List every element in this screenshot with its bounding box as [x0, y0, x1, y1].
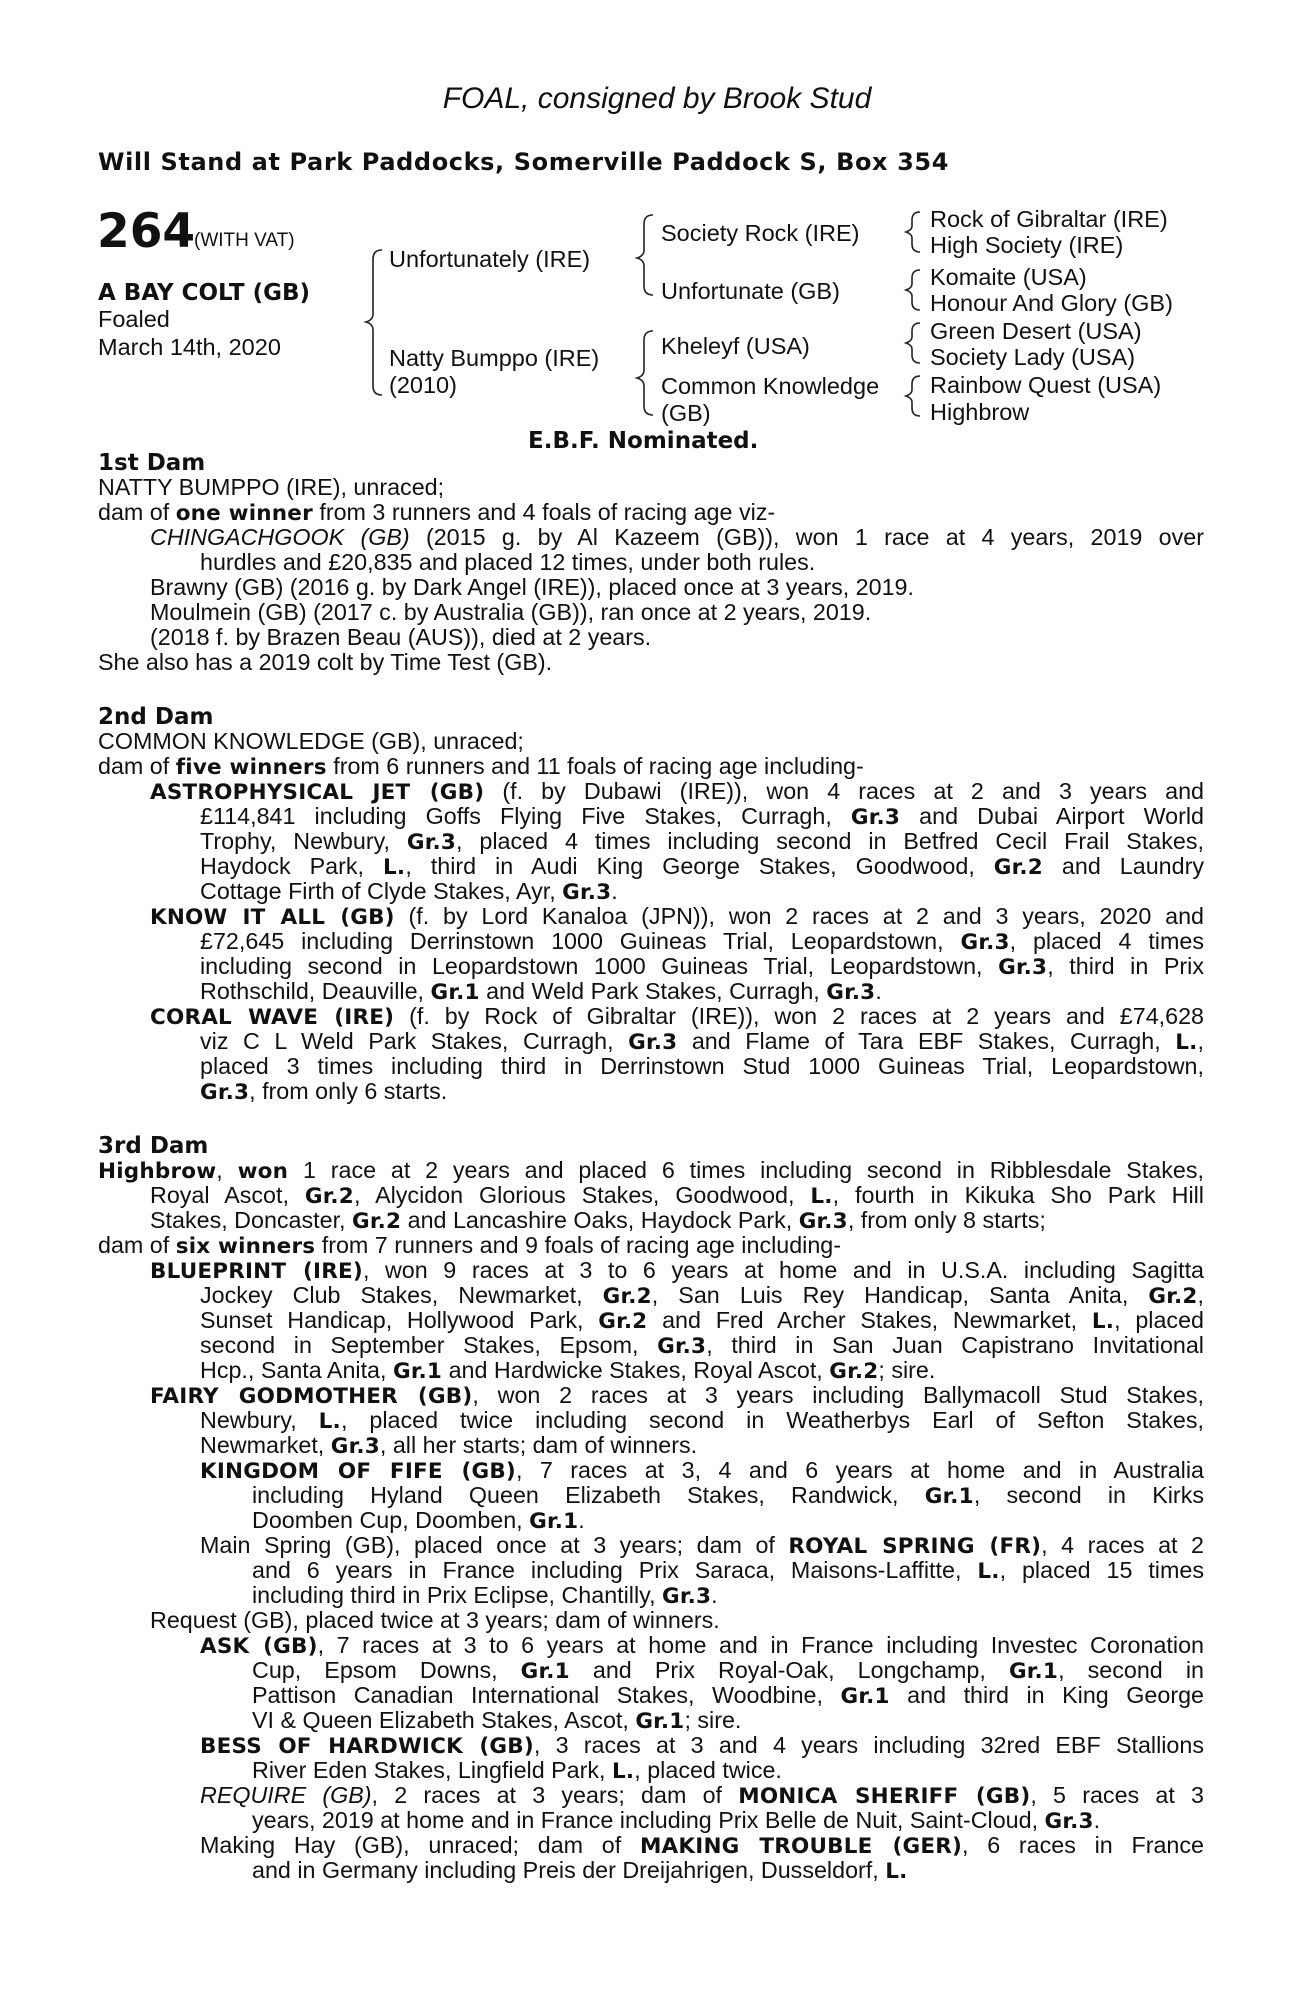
consignor-heading: FOAL, consigned by Brook Stud	[442, 82, 872, 115]
pedigree-dam-dam: Common Knowledge	[661, 373, 880, 399]
astrophysical-jet-line-1: ASTROPHYSICAL JET (GB) (f. by Dubawi (IRE)), won 4 races at 2 and 3 years and	[150, 778, 1204, 805]
blueprint-line-3: Sunset Handicap, Hollywood Park, Gr.2 and Fred Archer Stakes, Newmarket, L., placed	[200, 1307, 1204, 1334]
lot-description: A BAY COLT (GB)	[98, 280, 311, 306]
lot-number: 264	[97, 204, 196, 259]
third-dam-summary: dam of six winners from 7 runners and 9 foals of racing age including-	[98, 1232, 842, 1259]
pedigree-dam-year: (2010)	[389, 372, 457, 398]
first-dam-note: She also has a 2019 colt by Time Test (GB).	[98, 649, 553, 675]
second-dam-name: COMMON KNOWLEDGE (GB), unraced;	[98, 728, 524, 754]
kingdom-of-fife-line-2: including Hyland Queen Elizabeth Stakes, Randwick, Gr.1, second in Kirks	[252, 1482, 1204, 1509]
pedigree-dss: Green Desert (USA)	[930, 318, 1142, 344]
third-dam-line-2: Royal Ascot, Gr.2, Alycidon Glorious Stakes, Goodwood, L., fourth in Kikuka Sho Park Hill	[150, 1182, 1204, 1209]
main-spring-line-1: Main Spring (GB), placed once at 3 years; dam of ROYAL SPRING (FR), 4 races at 2	[200, 1532, 1204, 1559]
pedigree-ssd: High Society (IRE)	[930, 232, 1124, 258]
blueprint-line-1: BLUEPRINT (IRE), won 9 races at 3 to 6 years at home and in U.S.A. including Sagitta	[150, 1257, 1205, 1284]
kingdom-of-fife-line-1: KINGDOM OF FIFE (GB), 7 races at 3, 4 and 6 years at home and in Australia	[200, 1457, 1204, 1484]
fairy-godmother-line-1: FAIRY GODMOTHER (GB), won 2 races at 3 years including Ballymacoll Stud Stakes,	[150, 1382, 1204, 1409]
third-dam-heading: 3rd Dam	[98, 1133, 209, 1159]
fairy-godmother-line-2: Newbury, L., placed twice including second in Weatherbys Earl of Sefton Stakes,	[200, 1407, 1204, 1434]
pedigree-sdd: Honour And Glory (GB)	[930, 290, 1173, 316]
first-dam-foal-4: (2018 f. by Brazen Beau (AUS)), died at 2 years.	[150, 624, 652, 650]
first-dam-name: NATTY BUMPPO (IRE), unraced;	[98, 474, 445, 500]
know-it-all-line-4: Rothschild, Deauville, Gr.1 and Weld Park Stakes, Curragh, Gr.3.	[200, 978, 882, 1005]
vat-note: (WITH VAT)	[194, 230, 295, 251]
pedigree-dsd: Society Lady (USA)	[930, 344, 1136, 370]
pedigree-sire: Unfortunately (IRE)	[389, 246, 591, 272]
kingdom-of-fife-line-3: Doomben Cup, Doomben, Gr.1.	[252, 1507, 585, 1534]
first-dam-summary: dam of one winner from 3 runners and 4 foals of racing age viz-	[98, 499, 776, 526]
fairy-godmother-line-3: Newmarket, Gr.3, all her starts; dam of winners.	[200, 1432, 698, 1459]
bess-of-hardwick-line-1: BESS OF HARDWICK (GB), 3 races at 3 and 4 years including 32red EBF Stallions	[200, 1732, 1204, 1759]
first-dam-foal-1-cont: hurdles and £20,835 and placed 12 times, under both rules.	[200, 549, 816, 575]
coral-wave-line-2: viz C L Weld Park Stakes, Curragh, Gr.3 and Flame of Tara EBF Stakes, Curragh, L.,	[200, 1028, 1204, 1055]
blueprint-line-2: Jockey Club Stakes, Newmarket, Gr.2, San Luis Rey Handicap, Santa Anita, Gr.2,	[200, 1282, 1204, 1309]
blueprint-line-5: Hcp., Santa Anita, Gr.1 and Hardwicke Stakes, Royal Ascot, Gr.2; sire.	[200, 1357, 936, 1384]
know-it-all-line-1: KNOW IT ALL (GB) (f. by Lord Kanaloa (JPN)), won 2 races at 2 and 3 years, 2020 and	[150, 903, 1204, 930]
pedigree-dam-dam-suffix: (GB)	[661, 400, 711, 426]
pedigree-dds: Rainbow Quest (USA)	[930, 372, 1162, 398]
first-dam-heading: 1st Dam	[98, 450, 206, 476]
know-it-all-line-2: £72,645 including Derrinstown 1000 Guineas Trial, Leopardstown, Gr.3, placed 4 times	[200, 928, 1204, 955]
making-hay-line-2: and in Germany including Preis der Dreijahrigen, Dusseldorf, L.	[252, 1857, 908, 1884]
pedigree-sds: Komaite (USA)	[930, 264, 1087, 290]
astrophysical-jet-line-3: Trophy, Newbury, Gr.3, placed 4 times including second in Betfred Cecil Frail Stakes,	[200, 828, 1204, 855]
main-spring-line-3: including third in Prix Eclipse, Chantilly, Gr.3.	[252, 1582, 718, 1609]
require-line-2: years, 2019 at home and in France including Prix Belle de Nuit, Saint-Cloud, Gr.3.	[252, 1807, 1101, 1834]
pedigree-sire-dam: Unfortunate (GB)	[661, 278, 840, 304]
ask-line-2: Cup, Epsom Downs, Gr.1 and Prix Royal-Oak, Longchamp, Gr.1, second in	[252, 1657, 1204, 1684]
first-dam-foal-2: Brawny (GB) (2016 g. by Dark Angel (IRE)), placed once at 3 years, 2019.	[150, 574, 914, 600]
main-spring-line-2: and 6 years in France including Prix Saraca, Maisons-Laffitte, L., placed 15 times	[252, 1557, 1204, 1584]
third-dam-line-1: Highbrow, won 1 race at 2 years and placed 6 times including second in Ribblesdale Stakes,	[98, 1157, 1204, 1184]
foaled-date: March 14th, 2020	[98, 334, 281, 360]
pedigree-dam-sire: Kheleyf (USA)	[661, 333, 810, 359]
ask-line-4: VI & Queen Elizabeth Stakes, Ascot, Gr.1; sire.	[252, 1707, 742, 1734]
astrophysical-jet-line-5: Cottage Firth of Clyde Stakes, Ayr, Gr.3.	[200, 878, 618, 905]
ask-line-3: Pattison Canadian International Stakes, Woodbine, Gr.1 and third in King George	[252, 1682, 1204, 1709]
stand-location: Will Stand at Park Paddocks, Somerville Paddock S, Box 354	[98, 148, 949, 176]
pedigree-ddd: Highbrow	[930, 399, 1030, 425]
second-dam-heading: 2nd Dam	[98, 704, 214, 730]
astrophysical-jet-line-2: £114,841 including Goffs Flying Five Stakes, Curragh, Gr.3 and Dubai Airport World	[200, 803, 1204, 830]
coral-wave-line-4: Gr.3, from only 6 starts.	[200, 1078, 448, 1105]
pedigree-dam: Natty Bumppo (IRE)	[389, 345, 600, 371]
pedigree-sss: Rock of Gibraltar (IRE)	[930, 206, 1168, 232]
bess-of-hardwick-line-2: River Eden Stakes, Lingfield Park, L., placed twice.	[252, 1757, 782, 1784]
foaled-label: Foaled	[98, 306, 170, 332]
pedigree-sire-sire: Society Rock (IRE)	[661, 220, 860, 246]
coral-wave-line-1: CORAL WAVE (IRE) (f. by Rock of Gibraltar (IRE)), won 2 races at 2 years and £74,628	[150, 1003, 1204, 1030]
blueprint-line-4: second in September Stakes, Epsom, Gr.3, third in San Juan Capistrano Invitational	[200, 1332, 1204, 1359]
ask-line-1: ASK (GB), 7 races at 3 to 6 years at home and in France including Investec Coronation	[200, 1632, 1204, 1659]
astrophysical-jet-line-4: Haydock Park, L., third in Audi King George Stakes, Goodwood, Gr.2 and Laundry	[200, 853, 1204, 880]
coral-wave-line-3: placed 3 times including third in Derrinstown Stud 1000 Guineas Trial, Leopardstown,	[200, 1053, 1204, 1079]
know-it-all-line-3: including second in Leopardstown 1000 Guineas Trial, Leopardstown, Gr.3, third in Prix	[200, 953, 1204, 980]
first-dam-foal-3: Moulmein (GB) (2017 c. by Australia (GB)), ran once at 2 years, 2019.	[150, 599, 872, 625]
making-hay-line-1: Making Hay (GB), unraced; dam of MAKING TROUBLE (GER), 6 races in France	[200, 1832, 1204, 1859]
third-dam-line-3: Stakes, Doncaster, Gr.2 and Lancashire Oaks, Haydock Park, Gr.3, from only 8 starts;	[150, 1207, 1046, 1234]
first-dam-foal-1: CHINGACHGOOK (GB) (2015 g. by Al Kazeem (GB)), won 1 race at 4 years, 2019 over	[150, 524, 1204, 550]
ebf-nomination: E.B.F. Nominated.	[528, 428, 759, 454]
require-line-1: REQUIRE (GB), 2 races at 3 years; dam of MONICA SHERIFF (GB), 5 races at 3	[200, 1782, 1204, 1809]
second-dam-summary: dam of five winners from 6 runners and 11 foals of racing age including-	[98, 753, 864, 780]
request-line: Request (GB), placed twice at 3 years; dam of winners.	[150, 1607, 720, 1633]
